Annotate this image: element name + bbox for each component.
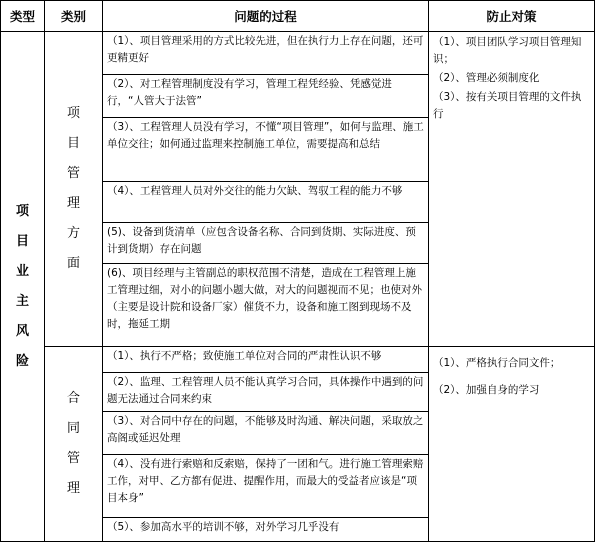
countermeasure-item: （2）、管理必须制度化 xyxy=(433,72,540,84)
issue-cell: （1）、项目管理采用的方式比较先进，但在执行力上存在问题，还可更精更好 xyxy=(103,32,429,75)
issue-cell: (5)、设备到货清单（应包含设备名称、合同到货期、实际进度、预计到货期）存在问题 xyxy=(103,223,429,264)
type-char: 目 xyxy=(15,233,29,249)
type-cell xyxy=(1,32,45,542)
category-char: 理 xyxy=(66,196,80,211)
issue-cell: （4）、没有进行索赔和反索赔，保持了一团和气。进行施工管理索赔工作，对甲、乙方都有促进、提醒作用，而最大的受益者应该是“项目本身” xyxy=(103,455,429,518)
category-char: 项 xyxy=(66,106,80,121)
table-row xyxy=(1,347,595,373)
category-char: 目 xyxy=(66,136,80,151)
type-char: 业 xyxy=(15,263,29,279)
category-char: 方 xyxy=(66,226,80,241)
header-issue: 问题的过程 xyxy=(103,1,429,32)
category-char: 同 xyxy=(66,421,80,436)
issue-cell: （5）、参加高水平的培训不够，对外学习几乎没有 xyxy=(103,518,429,542)
countermeasure-item: （1）、项目团队学习项目管理知识； xyxy=(433,36,582,65)
category-char: 管 xyxy=(66,166,80,181)
category-char: 面 xyxy=(66,256,80,271)
category-cell-contract-management xyxy=(45,347,103,542)
issue-cell: （4）、工程管理人员对外交往的能力欠缺、驾驭工程的能力不够 xyxy=(103,182,429,223)
countermeasure-cell-project-management xyxy=(429,32,595,347)
countermeasure-cell-contract-management xyxy=(429,347,595,542)
category-char: 合 xyxy=(66,391,80,406)
table-row xyxy=(1,32,595,75)
countermeasure-item: （2）、加强自身的学习 xyxy=(433,384,540,396)
type-char: 主 xyxy=(15,293,29,309)
issue-cell: （2）、对工程管理制度没有学习，管理工程凭经验、凭感觉进行，“人管大于法管” xyxy=(103,75,429,118)
header-category: 类别 xyxy=(45,1,103,32)
header-countermeasure: 防止对策 xyxy=(429,1,595,32)
type-char: 风 xyxy=(15,323,29,339)
type-char: 险 xyxy=(15,353,29,369)
issue-cell: （2）、监理、工程管理人员不能认真学习合同，具体操作中遇到的问题无法通过合同来约束 xyxy=(103,373,429,412)
type-char: 项 xyxy=(15,203,29,219)
issue-cell: (6)、项目经理与主管副总的职权范围不清楚，造成在工程管理上施工管理过细，对小的问题小题大做，对大的问题视而不见；也使对外（主要是设计院和设备厂家）催货不力，设备和施工图到现场不及时，拖延工期 xyxy=(103,264,429,347)
category-cell-project-management xyxy=(45,32,103,347)
category-char: 管 xyxy=(66,451,80,466)
issue-cell: （1）、执行不严格；致使施工单位对合同的严肃性认识不够 xyxy=(103,347,429,373)
header-type: 类型 xyxy=(1,1,45,32)
issue-cell: （3）、工程管理人员没有学习，不懂“项目管理”，如何与监理、施工单位交往；如何通过监理来控制施工单位，需要提高和总结 xyxy=(103,118,429,182)
countermeasure-item: （1）、严格执行合同文件； xyxy=(433,357,561,369)
countermeasure-item: （3）、按有关项目管理的文件执行 xyxy=(433,91,582,120)
header-row xyxy=(1,1,595,32)
category-char: 理 xyxy=(66,481,80,496)
issue-cell: （3）、对合同中存在的问题，不能够及时沟通、解决问题，采取放之高阁或延迟处理 xyxy=(103,412,429,455)
